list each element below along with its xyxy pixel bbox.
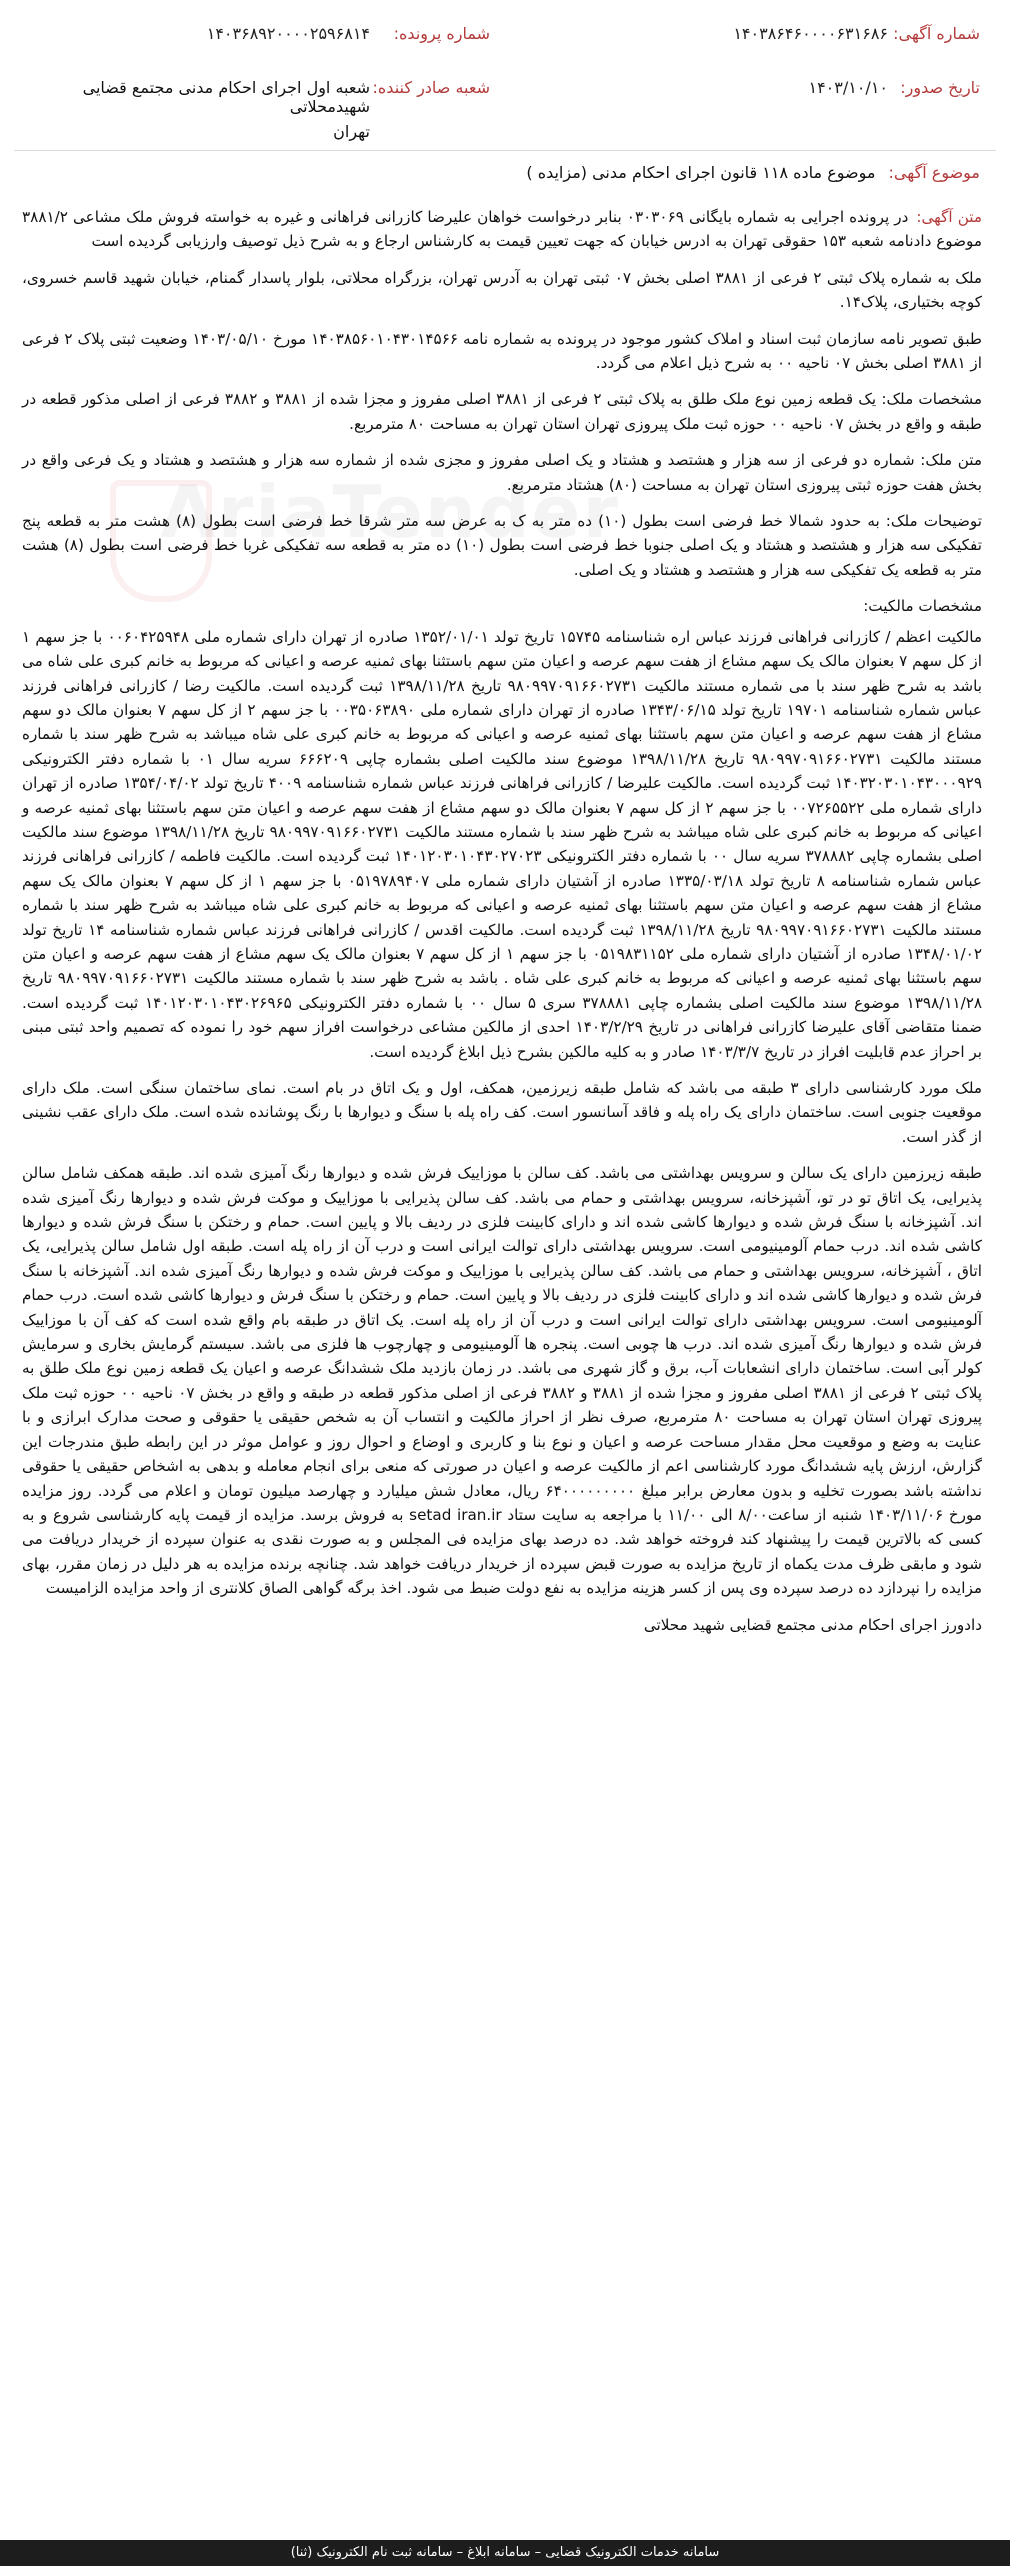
content-paragraph: متن آگهی:در پرونده اجرایی به شماره بایگانی ۰۳۰۳۰۶۹ بنابر درخواست خواهان علیرضا کازرانی فراهانی و غیره به خواسته فروش ملک مشاعی ۳۸۸۱/۲ موضوع دادنامه شعبه ۱۵۳ حقوقی تهران به ادرس خیابان که جهت تعیین قیمت به کارشناس ارجاع و به شرح ذیل توصیف وارزیابی گردیده است	[22, 208, 982, 251]
header-row-2	[30, 78, 980, 141]
issuing-branch-line1: شعبه اول اجرای احکام مدنی مجتمع قضایی شهیدمحلاتی	[82, 78, 370, 116]
case-number: ۱۴۰۳۶۸۹۲۰۰۰۰۲۵۹۶۸۱۴	[206, 24, 370, 43]
subject-row	[30, 163, 980, 182]
issuing-branch-line2: تهران	[333, 122, 370, 141]
content-paragraph: ملک به شماره پلاک ثبتی ۲ فرعی از ۳۸۸۱ اصلی بخش ۰۷ ثبتی تهران به آدرس تهران، بزرگراه محلاتی، بلوار پاسدار گمنام، خیابان شهید قاسم خسروی، کوچه بختیاری، پلاک۱۴.	[22, 268, 983, 312]
header-divider	[14, 150, 996, 151]
ownership-heading: مشخصات مالکیت:	[863, 597, 982, 616]
content-paragraph: طبق تصویر نامه سازمان ثبت اسناد و املاک کشور موجود در پرونده به شماره نامه ۱۴۰۳۸۵۶۰۱۰۴۳۰۱۴۵۶۶ مورخ ۱۴۰۳/۰۵/۱۰ وضعیت ثبتی پلاک ۲ فرعی از ۳۸۸۱ اصلی بخش ۰۷ ناحیه ۰۰ به شرح ذیل اعلام می گردد.	[22, 329, 982, 373]
subject-text: موضوع ماده ۱۱۸ قانون اجرای احکام مدنی (مزایده )	[526, 163, 876, 182]
ad-number-label: شماره آگهی:	[893, 24, 980, 43]
content-paragraph: توضیحات ملک: به حدود شمالا خط فرضی است بطول (۱۰) ده متر به ک به عرض سه متر شرقا خط فرضی است بطول (۸) هشت متر به قطعه پنج تفکیکی سه هزار و هشتصد و هشتاد و یک اصلی جنوبا خط فرضی است بطول (۱۰) ده متر به قطعه سه تفکیکی غربا خط فرضی است بطول (۸) هشت متر به قطعه یک تفکیکی سه هزار و هشتصد و هشتاد و یک اصلی.	[22, 512, 982, 579]
case-number-label: شماره پرونده:	[393, 24, 490, 43]
footer-bar	[0, 2540, 1010, 2566]
content-paragraph: طبقه زیرزمین دارای یک سالن و سرویس بهداشتی می باشد. کف سالن با موزاییک فرش شده و دیوارها رنگ آمیزی شده اند. طبقه همکف شامل سالن پذیرایی، یک اتاق تو در تو، آشپزخانه، سرویس بهداشتی و حمام می باشد. کف سالن پذیرایی با موزاییک و موکت فرش شده و دیوارها رنگ آمیزی شده اند. آشپزخانه با سنگ فرش شده و دیوارها کاشی شده اند و دارای کابینت فلزی در ردیف بالا و پایین است. حمام و رختکن با سنگ فرش شده و دیوارها کاشی شده اند. درب حمام آلومینیومی است. سرویس بهداشتی دارای توالت ایرانی است و درب آن از راه پله است. طبقه اول شامل سالن پذیرایی، یک اتاق ، آشپزخانه، سرویس بهداشتی و حمام می باشد. کف سالن پذیرایی با موزاییک و موکت فرش شده و دیوارها رنگ آمیزی شده اند. آشپزخانه با سنگ فرش شده و دیوارها کاشی شده اند و دارای کابینت فلزی در ردیف بالا و پایین است. حمام و رختکن با سنگ فرش و دیوارها کاشی شده است. درب حمام آلومینیومی است. سرویس بهداشتی دارای توالت ایرانی است و درب آن از راه پله است. یک اتاق در طبقه بام واقع شده است که کف آن با موزاییک فرش شده و دیوارها رنگ آمیزی شده اند. درب ها چوبی است. پنجره ها آلومینیومی و چهارچوب ها فلزی می باشد. سیستم گرمایش بخاری و سرمایش کولر آبی است. ساختمان دارای انشعابات آب، برق و گاز شهری می باشد. در زمان بازدید ملک ششدانگ عرصه و اعیان یک قطعه زمین نوع ملک طلق به پلاک ثبتی ۲ فرعی از ۳۸۸۱ اصلی مفروز و مجزا شده از ۳۸۸۱ و ۳۸۸۲ فرعی از اصلی مذکور قطعه در طبقه و واقع در بخش ۰۷ ناحیه ۰۰ حوزه ثبت ملک پیروزی تهران استان تهران به مساحت ۸۰ مترمربع، صرف نظر از احراز مالکیت و انتساب آن به شخص حقیقی یا حقوقی و صحت مدارک ابرازی و با عنایت به وضع و موقعیت محل مقدار مساحت عرصه و اعیان و نوع بنا و کاربری و اوضاع و احوال روز و عوامل موثر در این رابطه طبق مندرجات این گزارش، ارزش پایه ششدانگ مورد کارشناسی اعم از مالکیت عرصه و اعیان در صورتی که منعی برای انجام معامله و بدهی به اشخاص حقیقی یا حقوقی نداشته باشد بصورت تخلیه و بدون معارض برابر مبلغ ۶۴۰۰۰۰۰۰۰۰۰ ریال، معادل شش میلیارد و چهارصد میلیون تومان و اعلام می گردد. روز مزایده مورخ ۱۴۰۳/۱۱/۰۶ شنبه از ساعت۸/۰۰ الی ۱۱/۰۰ با مراجعه به سایت ستاد setad iran.ir به فروش برسد. مزایده از قیمت پایه کارشناسی شروع و به کسی که بالاترین قیمت را پیشنهاد کند فروخته خواهد شد. ده درصد بهای مزایده فی المجلس و به صورت نقدی به عنوان سپرده از خریدار دریافت می شود و مابقی ظرف مدت یکماه از تاریخ مزایده به صورت قبض سپرده از خریدار دریافت خواهد شد. چنانچه برنده مزایده به هر دلیل در زمان مقرر، بهای مزایده را نپردازد ده درصد سپرده وی پس از کسر هزینه مزایده به نفع دولت ضبط می شود. اخذ برگه گواهی الصاق کلانتری از واحد مزایده الزامیست	[22, 1164, 983, 1598]
signature-line: دادورز اجرای احکام مدنی مجتمع قضایی شهید محلاتی	[643, 1615, 982, 1634]
ad-content	[22, 205, 982, 1649]
content-label: متن آگهی:	[916, 208, 982, 226]
issuing-branch	[40, 78, 370, 141]
subject-label: موضوع آگهی:	[888, 163, 980, 182]
content-paragraph: متن ملک: شماره دو فرعی از سه هزار و هشتصد و هشتاد و یک اصلی مفروز و مجزی شده از شماره سه هزار و هشتصد و هشتاد و یک فرعی واقع در بخش هفت حوزه ثبتی پیروزی استان تهران به مساحت (۸۰) هشتاد مترمربع.	[22, 451, 982, 494]
footer-text: سامانه خدمات الکترونیک قضایی – سامانه ابلاغ – سامانه ثبت نام الکترونیک (ثنا)	[290, 2545, 720, 2560]
issuing-branch-label: شعبه صادر کننده:	[372, 78, 490, 97]
issue-date-label: تاریخ صدور:	[900, 78, 980, 97]
header-row-1	[30, 24, 980, 54]
content-paragraph: ملک مورد کارشناسی دارای ۳ طبقه می باشد که شامل طبقه زیرزمین، همکف، اول و یک اتاق در بام است. نمای ساختمان سنگی است. ملک دارای موقعیت جنوبی است. ساختمان دارای یک راه پله و فاقد آسانسور است. کف راه پله با سنگ و دیوارها با رنگ پوشانده شده است. ملک دارای عقب نشینی از گذر است.	[22, 1079, 982, 1146]
issue-date: ۱۴۰۳/۱۰/۱۰	[808, 78, 888, 97]
content-paragraph: مشخصات ملک: یک قطعه زمین نوع ملک طلق به پلاک ثبتی ۲ فرعی از ۳۸۸۱ اصلی مفروز و مجزا شده از ۳۸۸۱ و ۳۸۸۲ فرعی از اصلی مذکور قطعه در طبقه و واقع در بخش ۰۷ ناحیه ۰۰ حوزه ثبت ملک پیروزی تهران استان تهران به مساحت ۸۰ مترمربع.	[22, 390, 982, 433]
content-paragraph: مالکیت اعظم / کازرانی فراهانی فرزند عباس اره شناسنامه ۱۵۷۴۵ تاریخ تولد ۱۳۵۲/۰۱/۰۱ صادره از تهران دارای شماره ملی ۰۰۶۰۴۲۵۹۴۸ با جز سهم ۱ از کل سهم ۷ بعنوان مالک یک سهم مشاع از هفت سهم عرصه و اعیان متن سهم باستثنا بهای ثمنیه عرصه و اعیانی که مربوط به خانم کبری علی شاه می باشد به شرح ظهر سند با می شماره مستند مالکیت ۹۸۰۹۹۷۰۹۱۶۶۰۲۷۳۱ تاریخ ۱۳۹۸/۱۱/۲۸ ثبت گردیده است. مالکیت رضا / کازرانی فراهانی فرزند عباس شماره شناسنامه ۱۹۷۰۱ تاریخ تولد ۱۳۴۳/۰۶/۱۵ صادره از تهران دارای شماره ملی ۰۰۳۵۰۶۳۸۹۰ با جز سهم ۲ از کل سهم ۷ بعنوان مالک دو سهم مشاع از هفت سهم عرصه و اعیان متن سهم باستثنا بهای ثمنیه عرصه و اعیانی که مربوط به خانم کبری علی شاه میباشد به شرح ظهر سند با شماره مستند مالکیت ۹۸۰۹۹۷۰۹۱۶۶۰۲۷۳۱ تاریخ ۱۳۹۸/۱۱/۲۸ موضوع سند مالکیت اصلی بشماره چاپی ۶۶۶۲۰۹ سریه سال ۰۱ با شماره دفتر الکترونیکی ۱۴۰۳۲۰۳۰۱۰۴۳۰۰۰۹۲۹ ثبت گردیده است. مالکیت علیرضا / کازرانی فراهانی فرزند عباس شماره شناسنامه ۴۰۰۹ تاریخ تولد ۱۳۵۴/۰۴/۰۲ صادره از تهران دارای شماره ملی ۰۰۷۲۶۵۵۲۲ با جز سهم ۲ از کل سهم ۷ بعنوان مالک دو سهم مشاع از هفت سهم عرصه و اعیان متن سهم باستثنا بهای ثمنیه عرصه و اعیانی که مربوط به خانم کبری علی شاه میباشد به شرح ظهر سند با شماره مستند مالکیت ۹۸۰۹۹۷۰۹۱۶۶۰۲۷۳۱ تاریخ ۱۳۹۸/۱۱/۲۸ موضوع سند مالکیت اصلی بشماره چاپی ۳۷۸۸۸۲ سریه سال ۰۰ با شماره دفتر الکترونیکی ۱۴۰۱۲۰۳۰۱۰۴۳۰۲۷۰۲۳ ثبت گردیده است. مالکیت فاطمه / کازرانی فراهانی فرزند عباس شماره شناسنامه ۸ تاریخ تولد ۱۳۳۵/۰۳/۱۸ صادره از آشتیان دارای شماره ملی ۰۵۱۹۷۸۹۴۰۷ با جز سهم ۱ از کل سهم ۷ بعنوان مالک یک سهم مشاع از هفت سهم عرصه و اعیان متن سهم باستثنا بهای ثمنیه عرصه و اعیانی که مربوط به خانم کبری علی شاه میباشد به شرح ظهر سند با شماره مستند مالکیت ۹۸۰۹۹۷۰۹۱۶۶۰۲۷۳۱ تاریخ ۱۳۹۸/۱۱/۲۸ ثبت گردیده است. مالکیت اقدس / کازرانی فراهانی فرزند عباس شماره شناسنامه ۱۴ تاریخ تولد ۱۳۴۸/۰۱/۰۲ صادره از آشتیان دارای شماره ملی ۰۵۱۹۸۳۱۱۵۲ با جز سهم ۱ از کل سهم ۷ بعنوان مالک یک سهم مشاع از هفت سهم عرصه و اعیان متن سهم باستثنا بهای ثمنیه عرصه و اعیانی که مربوط به خانم کبری علی شاه . باشد به شرح ظهر سند با شماره مستند مالکیت ۹۸۰۹۹۷۰۹۱۶۶۰۲۷۳۱ تاریخ ۱۳۹۸/۱۱/۲۸ موضوع سند مالکیت اصلی بشماره چاپی ۳۷۸۸۸۱ سری ۵ سال ۰۰ با شماره دفتر الکترونیکی ۱۴۰۱۲۰۳۰۱۰۴۳۰۲۶۹۶۵ ثبت گردیده است. ضمنا متقاضی آقای علیرضا کازرانی فراهانی در تاریخ ۱۴۰۳/۲/۲۹ احدی از مالکین مشاعی درخواست افراز سهم خود را نموده که تصمیم واحد ثبتی مبنی بر احراز عدم قابلیت افراز در تاریخ ۱۴۰۳/۳/۷ صادر و به کلیه مالکین بشرح ذیل ابلاغ گردیده است.	[22, 627, 983, 1061]
ad-number: ۱۴۰۳۸۶۴۶۰۰۰۰۶۳۱۶۸۶	[733, 24, 888, 43]
